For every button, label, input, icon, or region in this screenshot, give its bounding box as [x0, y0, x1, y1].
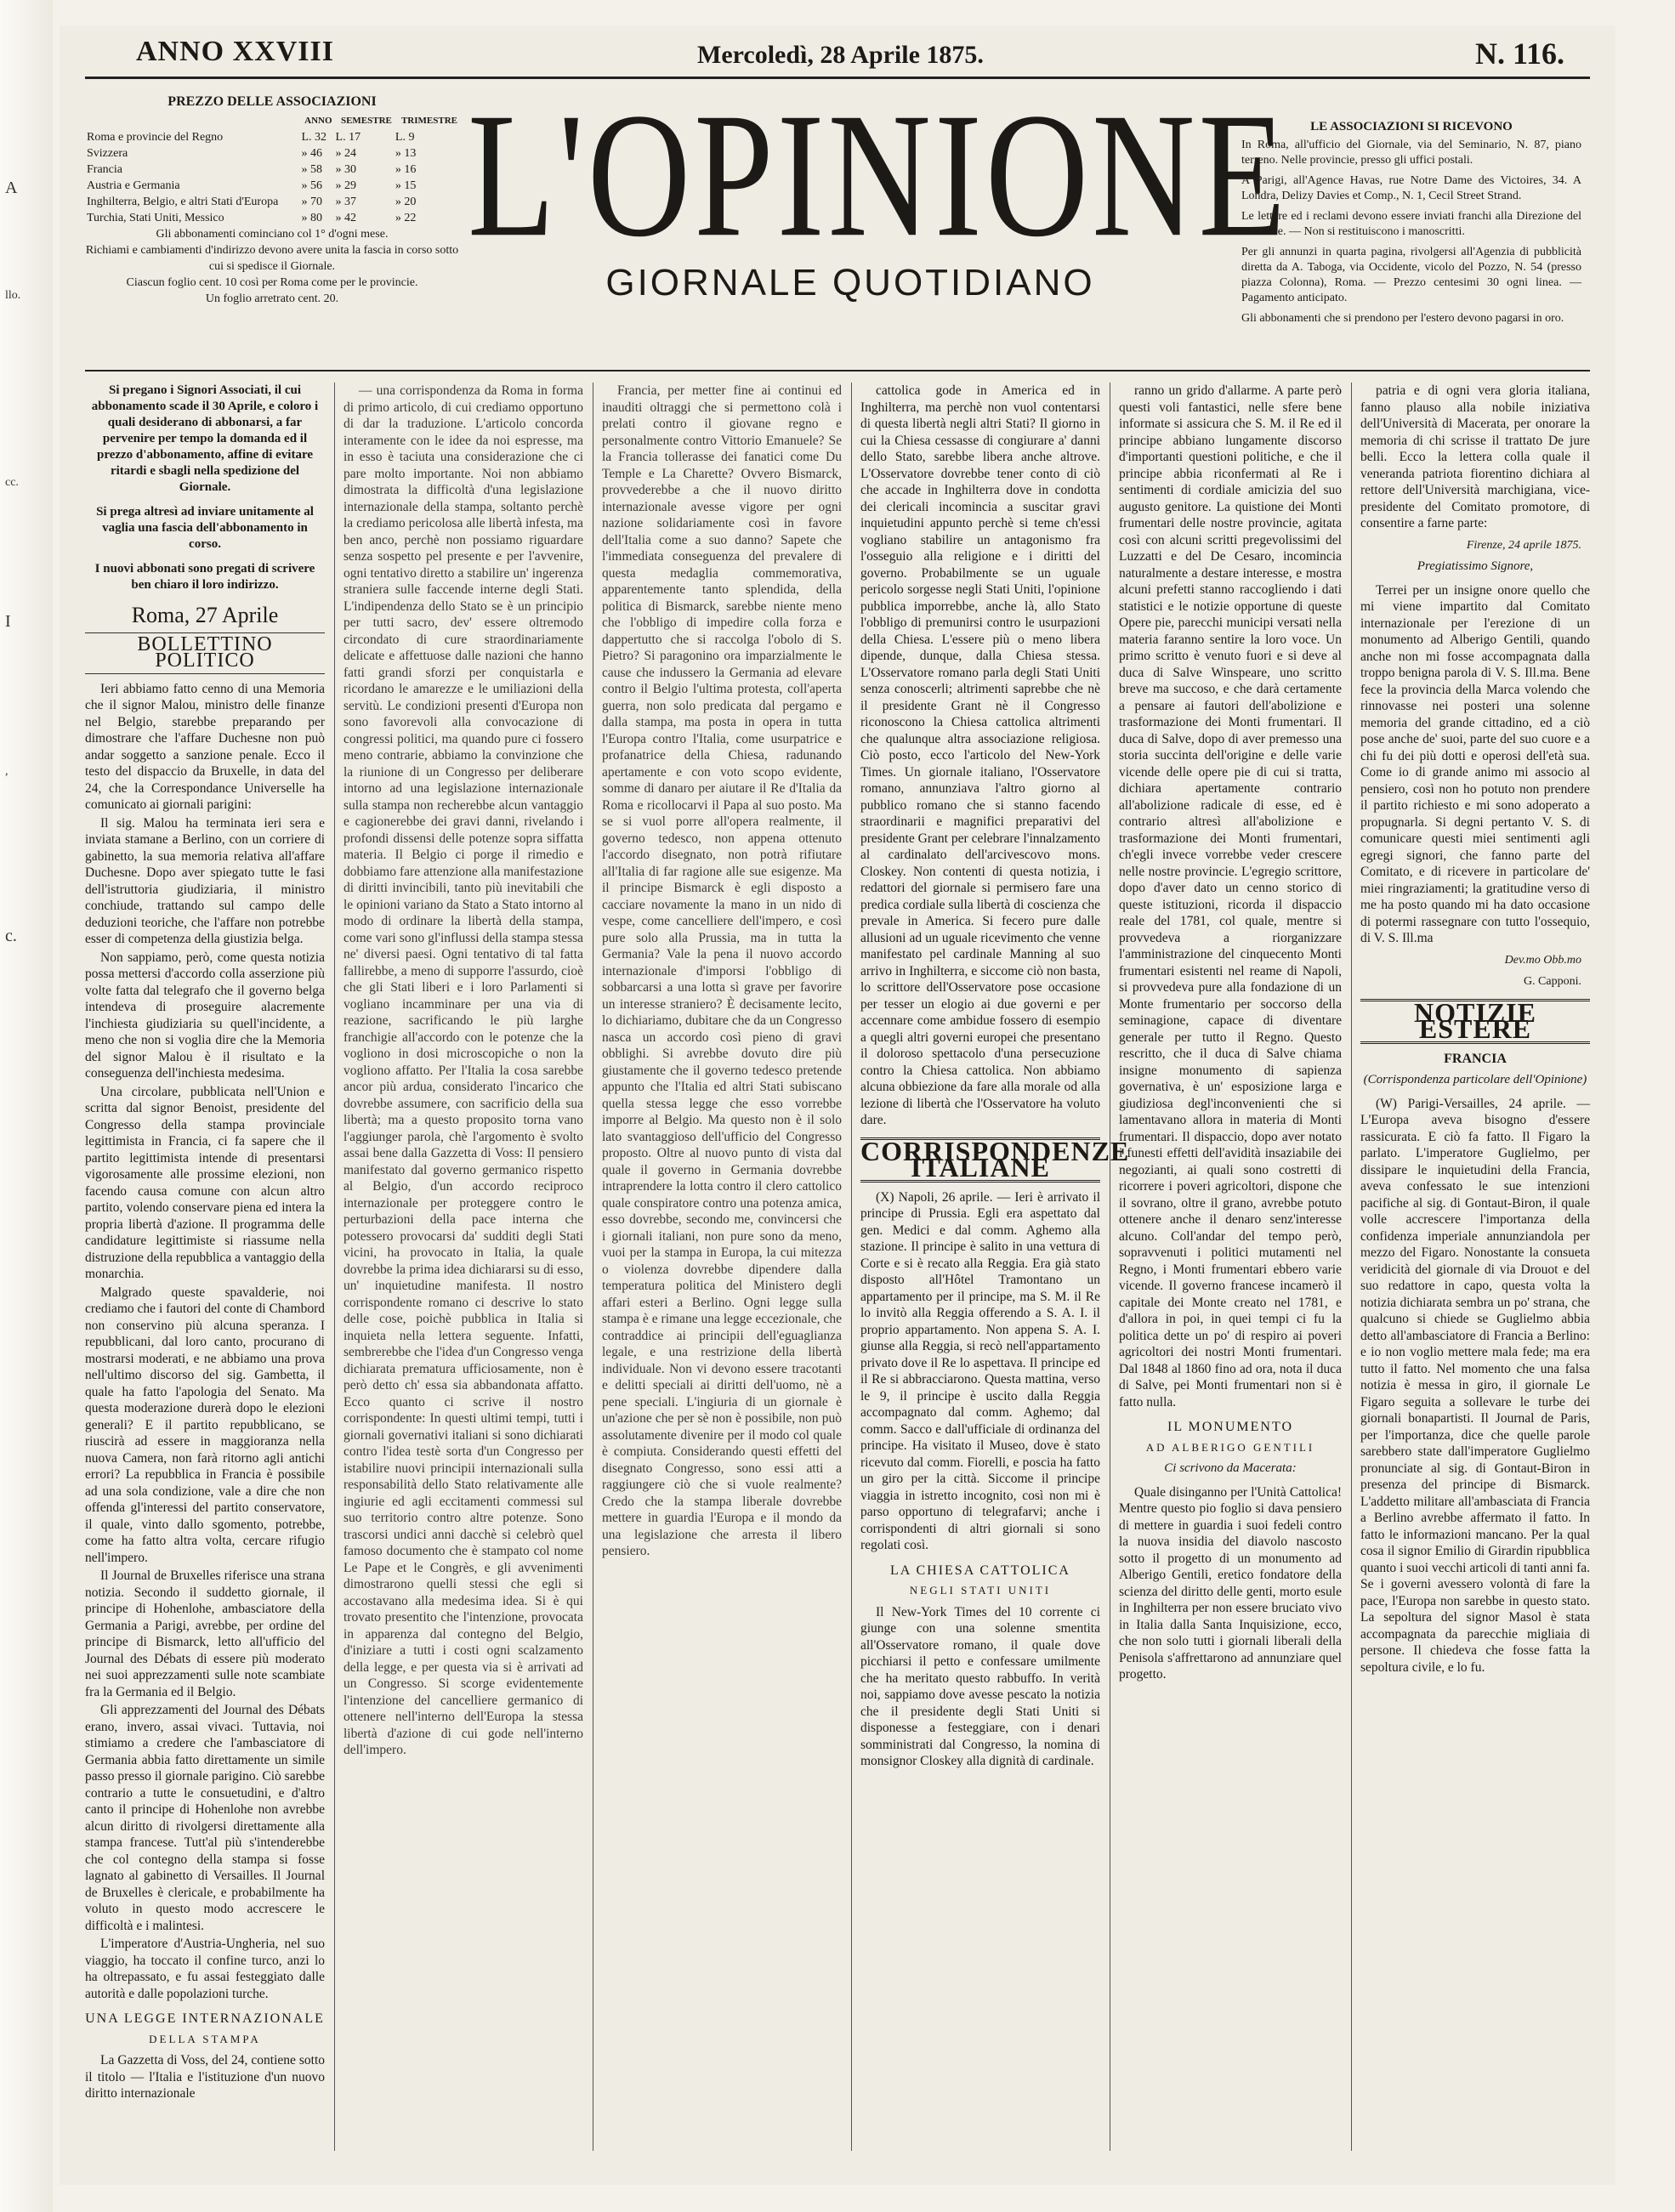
masthead-rule: [85, 370, 1590, 372]
masthead-subtitle: GIORNALE QUOTIDIANO: [605, 262, 1095, 303]
price-value: » 20: [395, 196, 417, 208]
price-value: » 70: [301, 196, 322, 208]
price-value: » 22: [395, 212, 417, 224]
edge-glyph: I: [5, 612, 11, 631]
column-6: [1360, 383, 1590, 2151]
price-row: [85, 129, 459, 145]
subscriptions-text: A Parigi, all'Agence Havas, rue Notre Dame des Victoires, 34. A Londra, Delizy Davies et Comp., N. 1, Cecil Street Strand.: [1241, 174, 1581, 202]
article-paragraph: L'imperatore d'Austria-Ungheria, nel suo viaggio, ha toccato il confine turco, anzi lo ha oltrepassato, e fu assai festeggiato dalle autorità e dalle popolazioni turche.: [85, 1937, 325, 2001]
article-subheading: NEGLI STATI UNITI: [909, 1584, 1052, 1597]
price-value: » 80: [301, 212, 322, 224]
article-paragraph: Il Journal de Bruxelles riferisce una strana notizia. Secondo il suddetto giornale, il principe di Hohenlohe, ambasciatore della Germania a Parigi, avrebbe, per ordine del principe di Bismarck, letto all'ufficio del Journal des Débats di essere più moderato nei suoi apprezzamenti sulle note scambiate fra la Germania ed il Belgio.: [85, 1568, 325, 1699]
price-table: [85, 113, 459, 226]
article-paragraph: Malgrado queste spavalderie, noi crediamo che i fautori del conte di Chambord non conservino più alcuna speranza. I repubblicani, dal loro canto, procurano di mostrarsi moderati, e ne abbiamo una prova nell'ultimo discorso del sig. Gambetta, il quale ha fatto l'apologia del Senato. Ma questa moderazione durerà dopo le elezioni generali? E il partito repubblicano, se riuscirà ad essere in maggioranza nella nuova Camera, non farà ritorno agli antichi errori? La repubblica in Francia è possibile ad una sola condizione, vale a dire che non offenda gl'interessi del partito conservatore, il quale, vinto dallo sgomento, potrebbe, come ha fatto altra volta, cercare rifugio nell'impero.: [85, 1285, 325, 1565]
price-note: Un foglio arretrato cent. 20.: [205, 292, 339, 305]
article-paragraph: cattolica gode in America ed in Inghilterra, ma perchè non vuol contentarsi di questa libertà negli altri Stati? Il giorno in cui la Chiesa cessasse di congiurare a' danni dello Stato, sarebbe libera anche altrove. L'Osservatore dovrebbe tener conto di ciò che accade in Inghilterra dove in condotta dei clericali incomincia a suscitar gravi inquietudini appunto perchè si teme ch'essi vogliano stabilire un antagonismo fra l'osseguio alla religione e i diritti del governo. Probabilmente se un uguale pericolo sorgesse negli Stati Uniti, l'opinione pubblica imporrebbe, anche là, allo Stato l'obbligo di premunirsi contro le usurpazioni della Chiesa. L'essere più o meno libera dipende, dunque, dalla Chiesa stessa. L'Osservatore romano parla degli Stati Uniti senza conoscerli; altrimenti saprebbe che nè il presidente Grant nè il Congresso riconoscono la Chiesa cattolica altrimenti che qualunque altra associazione religiosa. Ciò posto, ecco l'articolo del New-York Times. Un giornale italiano, l'Osservatore romano, annunziava l'altro giorno al pubblico romano che si stanno facendo straordinarii e magnifici preparativi del presidente Grant per celebrare l'innalzamento al cardinalato dell'arcivescovo mons. Closkey. Non contenti di questa notizia, i redattori del giornale si permisero fare una predica cordiale sulla libertà di coscienza che prevale in America. Si fecero pure dalle allusioni ad un uguale ricevimento che venne manifestato pel cardinale Manning al suo arrivo in Inghilterra, e siccome ciò non basta, lo scrittore dell'Osservatore pose occasione per tesser un elogio ai due governi e per accennare come ambidue fossero di esempio a quegli altri governi europei che presentano il doloroso spettacolo d'una persecuzione contro la Chiesa cattolica. Non abbiamo alcuna obbiezione da fare alla morale od alla lezione di libertà che l'Osservatore ha voluto dare.: [860, 383, 1100, 1127]
article-paragraph: Ieri abbiamo fatto cenno di una Memoria che il signor Malou, ministro delle finanze nel Belgio, starebbe preparando per dimostrare che l'affare Duchesne non può andar soggetto a sanzione penale. Ecco il testo del dispaccio da Bruxelle, in data del 24, che la Correspondance Universelle ha comunicato ai giornali parigini:: [85, 681, 325, 812]
columns: [85, 383, 1590, 2159]
anno-label: ANNO XXVIII: [136, 36, 334, 67]
price-note: Gli abbonamenti cominciano col 1° d'ogni mese.: [156, 228, 389, 241]
price-col-anno: ANNO: [304, 116, 332, 126]
subscriptions-text: In Roma, all'ufficio del Giornale, via del Seminario, N. 87, piano terreno. Nelle provincie, presso gli uffici postali.: [1241, 139, 1581, 167]
price-place: Svizzera: [87, 147, 128, 160]
price-box: [85, 94, 459, 307]
letter-signature: G. Capponi.: [1523, 975, 1581, 988]
subscriptions-text: Le lettere ed i reclami devono essere inviati franchi alla Direzione del Giornale. — Non si restituiscono i manoscritti.: [1241, 210, 1581, 238]
issue-number: N. 116.: [1474, 37, 1564, 71]
price-col-trimestre: TRIMESTRE: [400, 116, 457, 126]
price-value: L. 32: [301, 131, 327, 144]
article-intro: Ci scrivono da Macerata:: [1164, 1461, 1297, 1475]
price-row: [85, 194, 459, 210]
price-col-semestre: SEMESTRE: [340, 116, 392, 126]
column-rule: [334, 383, 335, 2151]
notice: Si prega altresì ad inviare unitamente al vaglia una fascia dell'abbonamento in corso.: [96, 505, 314, 551]
notice: I nuovi abbonati sono pregati di scrivere ben chiaro il loro indirizzo.: [94, 562, 315, 592]
price-row: [85, 162, 459, 178]
article-paragraph: — una corrispondenza da Roma in forma di primo articolo, di cui crediamo opportuno di dar la traduzione. L'articolo concorda interamente con le idee da noi espresse, ma in esso è taciuta una considerazione che ci pare molto importante. Noi non abbiamo dimostrata la difficoltà d'una legislazione internazionale della stampa, soltanto perchè la crediamo pericolosa alle libertà infesta, ma ben anco, perchè non possiamo riguardare senza sospetto pel presente e per l'avvenire, ogni tentativo diretto a stabilire un' ingerenza straniera sulle faccende interne degli Stati. L'indipendenza dello Stato se è un principio per tutti sacro, dev' essere oltremodo circondato di cure straordinariamente delicate e affettuose dalle nazioni che hanno fatti grandi sforzi per conquistarla e ricordano le amarezze e le umiliazioni della servitù. Le condizioni presenti d'Europa non sono favorevoli alla convocazione di congressi politici, ma quando pure ci fossero meno contrarie, abbiamo la convinzione che la riunione di un Congresso per deliberare intorno ad una legislazione internazionale sulla stampa non recherebbe alcun vantaggio e cagionerebbe dei gravi danni, rivelando i profondi dissensi delle potenze sopra siffatta materia. Il Belgio ci porge il rimedio e dobbiamo fare attenzione alla manifestazione di diritti invincibili, tanto più inevitabili che le opinioni variano da Stato a Stato intorno al modo di ordinare la libertà della stampa, come vari sono gl'influssi della stampa stessa ne' diversi paesi. Ogni tentativo di tal fatta fallirebbe, a meno di supporre l'assurdo, cioè che gli Stati liberi e i loro Parlamenti si vogliano incamminare per una via di reazione, sacrificando le più larghe franchigie all'accordo con le potenze che la vogliono in dosi microscopiche o non la vogliono affatto. Per l'Italia la cosa sarebbe ancor più ardua, considerato l'incarico che dovrebbe assumere, con sacrificio della sua libertà; ma a questo proposito torna vano l'aggiunger parola, chè l'argomento è svolto assai bene dalla Gazzetta di Voss: Il pensiero manifestato dal governo germanico rispetto al Belgio, d'un accordo reciproco internazionale per proteggere contro le perturbazioni della pace interna che potessero provocarsi da' sudditi degli Stati vicini, ha provocato in Italia, la quale dovrebbe la prima idea dichiararsi su di esso, un' inquietudine manifesta. Il nostro corrispondente romano ci descrive lo stato delle cose, poichè pubblica in Italia si inquieta nella lettera seguente. Infatti, sembrerebbe che l'idea d'un Congresso venga dichiarata prematura ufficiosamente, non è però detto ch' essa sia abbandonata affatto. Ecco quanto ci scrive il nostro corrispondente: In questi ultimi tempi, tutti i giornali governativi italiani si sono dichiarati contro l'idea testè sorta d'un Congresso per istabilire nuovi principii internazionali sulla responsabilità dello Stato relativamente alle ingiurie ed agli eccitamenti commessi sul suo territorio contro altre potenze. Sono trascorsi undici anni dacchè si celebrò quel famoso documento che è stampato col nome Le Pape et le Congrès, e gli avvenimenti dimostrarono quelli stessi che egli si accostavano alla medesima idea. Si è qui trovato presentito che l'intenzione, provocata in apparenza dal contegno del Belgio, d'iniziare a tutti i costi ogni scalzamento della legge, e per questa via si è arrivati ad un Congresso. Si scorge evidentemente l'intenzione del cancelliere germanico di ottenere nell'interno dell'Europa la stessa libertà d'azione di cui gode nell'interno dell'impero.: [344, 383, 583, 1757]
subscriptions-title: LE ASSOCIAZIONI SI RICEVONO: [1310, 120, 1513, 133]
article-subheading: DELLA STAMPA: [149, 2032, 261, 2045]
column-5: [1119, 383, 1342, 2151]
edge-glyph: ,: [5, 765, 9, 778]
section-heading: CORRISPONDENZE ITALIANE: [860, 1135, 1130, 1183]
price-columns: [85, 113, 459, 129]
price-value: » 30: [335, 163, 357, 176]
price-row: [85, 178, 459, 194]
article-paragraph: ranno un grido d'allarme. A parte però questi voli fantastici, nelle sfere bene informate si assicura che S. M. il Re ed il principe abbiano lungamente discorso d'importanti questioni politiche, e che il principe abbia riconfermati al Re i sentimenti di cordiale amicizia del suo augusto genitore. La quistione dei Monti frumentari delle nostre provincie, agitata così con alcuni scritti pregevolissimi del Luzzatti e del De Cesaro, incomincia naturalmente a destare interesse, e mostra alcuni prefetti stanno raccogliendo i dati statistici e le notizie opportune di queste Opere pie, parecchi municipi versati nella materia faranno sentire la loro voce. Un primo scritto è venuto fuori e si deve al duca di Salve Winspeare, uno scritto breve ma succoso, e che darà certamente a pensare ai fautori dell'abolizione e trasformazione dei Monti frumentari. Il duca di Salve, dopo di aver premesso una storia succinta dell'origine e delle varie vicende delle opere pie di cui si tratta, dichiara apertamente contrario all'abolizione radicale di esse, ed è contrario altresì all'abolizione e trasformazione dei Monti frumentari, ch'egli invece vorrebbe veder crescere nelle nostre provincie. L'egregio scrittore, dopo d'aver dato un cenno storico di queste istituzioni, ricorda il dispaccio reale del 1781, col quale, mentre si provvedeva a riorganizzare l'amministrazione del cinquecento Monti frumentari esistenti nel reame di Napoli, si provvedeva pure alla fondazione di un Monte frumentario per soccorso della seminagione, capace di diventare generale per tutto il Regno. Questo rescritto, che il duca di Salve chiama insigne monumento di sapienza governativa, è un' esposizione larga e giudiziosa degl'inconvenienti che si lamentavano allora in materia di Monti frumentari. Il dispaccio, dopo aver notato i funesti effetti dell'avidità insaziabile dei negozianti, ai quali sono costretti di ricorrere i poveri agricoltori, dispone che il sovrano, oltre il grano, avrebbe potuto ottenere anche il denaro senz'interesse alcuno. Coll'andar del tempo però, sopravvenuti i politici mutamenti nel Regno, i Monti frumentari ebbero varie vicende. Il governo francese incamerò il capitale dei Monte creato nel 1781, e d'allora in poi, in quei tempi ci fu la politica dette un po' di respiro ai poveri agricoltori dei nostri Monti frumentari. Dal 1848 al 1860 fino ad ora, nota il duca di Salve, pei Monti frumentari non si è fatto nulla.: [1119, 383, 1342, 1409]
edge-glyph: llo.: [5, 289, 21, 302]
page-edge: [0, 0, 53, 2212]
price-place: Francia: [87, 163, 122, 176]
price-value: L. 9: [395, 131, 415, 144]
price-value: » 29: [335, 179, 357, 192]
article-paragraph: Il New-York Times del 10 corrente ci giunge con una solenne smentita all'Osservatore romano, il quale dove picchiarsi il petto e confessare umilmente che ha meritato questo rabbuffo. In verità noi, sappiamo dove avesse pescato la notizia che il presidente degli Stati Uniti si disponesse a festeggiare, con i denari somministrati dal Congresso, la nomina di monsignor Closkey alla dignità di cardinale.: [860, 1604, 1100, 1768]
column-4: [860, 383, 1130, 2151]
column-3: [602, 383, 842, 2151]
subscriptions-text: Gli abbonamenti che si prendono per l'estero devono pagarsi in oro.: [1241, 312, 1564, 325]
price-row: [85, 145, 459, 162]
price-place: Roma e provincie del Regno: [87, 131, 224, 144]
price-title: PREZZO DELLE ASSOCIAZIONI: [168, 94, 377, 109]
article-paragraph: La Gazzetta di Voss, del 24, contiene sotto il titolo — l'Italia e l'istituzione d'un nuovo diritto internazionale: [85, 2053, 325, 2101]
notice: Si pregano i Signori Associati, il cui abbonamento scade il 30 Aprile, e coloro i quali desiderano di abbonarsi, a far pervenire per tempo la domanda ed il prezzo d'abbonamento, affine di evitare ritardi e sbagli nella spedizione del Giornale.: [91, 383, 319, 494]
edge-glyph: c.: [5, 927, 17, 945]
column-rule: [851, 383, 852, 2151]
article-paragraph: Una circolare, pubblicata nell'Union e scritta dal signor Benoist, presidente del Congresso della stampa provinciale legittimista in Francia, ci fa sapere che il partito legittimista intende di presentarsi vigorosamente alle prossime elezioni, non facendo causa comune con alcun altro partito, volendo conservare piena ed intera la propria libertà d'azione. Il programma delle candidature legittimiste si riassume nella distruzione della repubblica a vantaggio della monarchia.: [85, 1084, 325, 1281]
subscriptions-text: Per gli annunzi in quarta pagina, rivolgersi all'Agenzia di pubblicità diretta da A. Taboga, via Occidente, vicolo del Pozzo, N. 54 (presso piazza Colonna), Roma. — Prezzo centesimi 30 ogni linea. — Pagamento anticipato.: [1241, 246, 1581, 304]
subscriptions-box: [1241, 119, 1581, 332]
article-paragraph: patria e di ogni vera gloria italiana, fanno plauso alla nobile iniziativa dell'Università di Macerata, per onorare la memoria di chi scrisse il trattato De jure belli. Ecco la lettera colla quale il veneranda patriota fiorentino dichiara al rettore dell'Università marchigiana, vice-presidente del Comitato promotore, di consentire a farne parte:: [1360, 383, 1590, 530]
article-heading: LA CHIESA CATTOLICA: [890, 1563, 1070, 1578]
price-value: » 46: [301, 147, 322, 160]
article-paragraph: (X) Napoli, 26 aprile. — Ieri è arrivato il principe di Prussia. Egli era aspettato dal gen. Medici e dal comm. Aghemo alla stazione. Il principe è salito in una vettura di Corte e si è recato alla Reggia. Era già stato disposto all'Hôtel Tramontano un appartamento per il principe, ma S. M. il Re lo invitò alla Reggia offerendo a S. A. I. il proprio appartamento. Non appena S. A. I. giunse alla Reggia, si recò nell'appartamento privato dove il Re lo aspettava. Il principe ed il Re si abbracciarono. Questa mattina, verso le 9, il principe è uscito dalla Reggia accompagnato dal comm. Aghemo; dal comm. Sacco e dall'ufficiale di ordinanza del principe. Ha visitato il Museo, dove è stato ricevuto dal comm. Fiorelli, e poscia ha fatto un giro per la città. Siccome il principe viaggia in istretto incognito, così non mi è parso opportuno di telegrafarvi; anche i corrispondenti di altri giornali si sono regolati così.: [860, 1189, 1100, 1552]
price-value: » 15: [395, 179, 417, 192]
section-heading: BOLLETTINO POLITICO: [85, 632, 325, 674]
column-1: [85, 383, 325, 2151]
price-value: » 42: [335, 212, 357, 224]
price-value: L. 17: [335, 131, 361, 144]
article-paragraph: Francia, per metter fine ai continui ed inauditi oltraggi che si permettono colà i prelati contro il giovane regno e personalmente contro Vittorio Emanuele? Se la Francia tollerasse dei fanatici come Du Temple e La Charette? Ovvero Bismarck, provvederebbe a che il nuovo diritto internazionale avesse vigore per ogni nazione solidariamente così in favore dell'Italia come a suo danno? Sapete che l'immediata conseguenza del prevalere di questa medaglia commemorativa, apparentemente tanto splendida, della politica di Bismarck, sarebbe niente meno che l'obbligo di impedire colla forza e dappertutto che si raccolga l'obolo di S. Pietro? Si paragonino ora imparzialmente le cause che indussero la Germania ad elevare contro il Belgio l'ultima protesta, coll'aperta guerra, non solo predicata dal pergamo e dalla stampa, ma posta in opera in tutta l'Europa contro l'Italia, come usurpatrice e profanatrice della Chiesa, radunando apertamente e con voto scopo evidente, somme di danaro per aiutare il Re d'Italia da Roma e ricollocarvi il Papa al suo posto. Ma se si vuol porre all'opera realmente, il governo tedesco, non appena ottenuto l'accordo disegnato, non potrà rifiutare all'Italia di far ragione alle sue esigenze. Ma il principe Bismarck è egli disposto a cacciare novamente la mano in un nido di vespe, come cancelliere dell'impero, e così pure solo alla Prussia, ma in tutta la Germania? Vale la pena il nuovo accordo internazionale d'imporsi l'obbligo di sobbarcarsi a una lotta sì grave per favorire un interesse straniero? È decisamente lecito, lo dichiariamo, dubitare che da un Congresso nasca un accordo così pieno di gravi obblighi. Si avrebbe dovuto dire più giustamente che il governo tedesco pretende appunto che l'Italia ed altri Stati subiscano quella stessa legge che esso vorrebbe imporre al Belgio. Ma questo non è il solo lato svantaggioso dell'ufficio del Congresso proposto. Oltre al nuovo punto di vista dal quale il governo in Germania dovrebbe intraprendere la lotta contro il clero cattolico quale conspiratore contro una potenza amica, esso dovrebbe, secondo me, convincersi che i giornali italiani, non pure sono da meno, vuoi per la stampa in Europa, la cui mitezza o violenza dovrebbe dipendere dalla temperatura politica del Ministero degli affari esteri a Berlino. Ogni legge sulla stampa è e rimane una legge eccezionale, che contraddice ai principii dell'eguaglianza legale, e una restrizione della libertà individuale. Non vi devono essere tracotanti e delitti speciali ai diritti dell'uomo, nè a pene speciali. L'ingiuria di un giornale è un'azione che per sè non è possibile, non può assolutamente divenire per il modo col quale è compiuta. Considerando questi effetti del disegnato Congresso, sono essi atti a raggiungere ciò che si vuole realmente? Credo che la stampa liberale dovrebbe mettere in guardia l'Europa e il mondo da una legislazione che arresta il libero pensiero.: [602, 383, 842, 1558]
letter-date: Firenze, 24 aprile 1875.: [1466, 538, 1581, 552]
article-paragraph: Terrei per un insigne onore quello che mi viene impartito dal Comitato internazionale per l'erezione di un monumento ad Alberigo Gentili, quando anche non mi fosse accompagnata dalla troppo benigna parola di V. S. Ill.ma. Bene fece la provincia della Marca volendo che rinnovasse nei posteri una solenne memoria del grande cittadino, ed a ciò pose anche de' suoi, parte del suo cuore e a chi fu dei più dotti e operosi dell'età sua. Come io di grande animo mi associo al pensiero, così non ho potuto non prendere il partito richiesto e mi sono adoperato a propugnarla. Si degni pertanto V. S. di comunicare questi miei sentimenti agli egregi signori, che fanno parte del Comitato, e di ricevere in particolare de' miei ringraziamenti; la gratitudine verso di me ha posto quando mi ha dato occasione di potermi rassegnare con tutto l'ossequio, di V. S. Ill.ma: [1360, 582, 1590, 945]
article-subheading: AD ALBERIGO GENTILI: [1145, 1440, 1315, 1454]
article-heading: IL MONUMENTO: [1167, 1420, 1293, 1434]
article-paragraph: Quale disinganno per l'Unità Cattolica! Mentre questo pio foglio si dava pensiero di mettere in guardia i suoi fedeli contro la nuova insidia del diavolo nascosto sotto il progetto di un monumento ad Alberigo Gentili, eretico fondatore della scienza del diritto delle genti, morto esule in Inghilterra per non essere bruciato vivo in Italia dalla Santa Inquisizione, ecco, che non solo tutti i giornali liberali della Penisola s'affrettarono ad annunziare quel progetto.: [1119, 1484, 1342, 1682]
header-bar: [68, 36, 1607, 73]
newspaper-page: [60, 26, 1615, 2185]
letter-salutation: Pregiatissimo Signore,: [1417, 559, 1534, 573]
letter-closing: Dev.mo Obb.mo: [1504, 953, 1581, 967]
issue-date: Mercoledì, 28 Aprile 1875.: [697, 41, 984, 69]
article-paragraph: Non sappiamo, però, come questa notizia possa mettersi d'accordo colla asserzione più volte fatta dal telegrafo che il governo belga intendeva di proseguire alacremente l'inchiesta giudiziaria su quell'incidente, a meno che non si voglia dire che la Memoria del signor Malou è il risultato e la conseguenza dell'inchiesta medesima.: [85, 950, 325, 1080]
section-heading: NOTIZIE ESTERE: [1360, 999, 1590, 1044]
price-value: » 37: [335, 196, 357, 208]
price-note: Ciascun foglio cent. 10 così per Roma come per le provincie.: [126, 276, 418, 289]
correspondence-note: (Corrispondenza particolare dell'Opinione): [1363, 1073, 1587, 1086]
price-place: Inghilterra, Belgio, e altri Stati d'Europa: [87, 196, 279, 208]
price-place: Turchia, Stati Uniti, Messico: [87, 212, 224, 224]
article-paragraph: Il sig. Malou ha terminata ieri sera e inviata stamane a Berlino, con un corriere di gabinetto, la sua memoria relativa all'affare Duchesne. Dopo aver spiegato tutte le fasi dell'istruttoria giudiziaria, il ministro conchiude, trattando sul campo delle deduzioni teoriche, che l'affare non potrebbe esser di competenza della giustizia belga.: [85, 815, 325, 946]
article-heading: UNA LEGGE INTERNAZIONALE: [85, 2011, 325, 2026]
price-value: » 56: [301, 179, 322, 192]
masthead-title: L'OPINIONE: [468, 77, 1290, 275]
dateline: Roma, 27 Aprile: [131, 603, 279, 627]
column-2: [344, 383, 583, 2151]
price-value: » 13: [395, 147, 417, 160]
country-heading: FRANCIA: [1444, 1051, 1507, 1066]
price-value: » 16: [395, 163, 417, 176]
article-paragraph: (W) Parigi-Versailles, 24 aprile. — L'Europa aveva bisogno d'essere rassicurata. E ciò fa fatto. Il Figaro la parlato. L'imperatore Guglielmo, per dissipare le inquietudini della Francia, aveva confessato le sue intenzioni pacifiche al sig. di Gontaut-Biron, il quale volle accrescere l'importanza della confidenza imperiale annunziandola per mezzo del Figaro. Nonostante la consueta veridicità del giornale di via Drouot e del suo redattore in capo, questa volta la notizia dichiarata sembra un po' strana, che qualcuno si chiede se Guglielmo abbia detto all'ambasciatore di Francia a Berlino: e io non voglio mettere mala fede; ma era tutto il fatto. Nel momento che una falsa notizia è messa in giro, il giornale Le Figaro seguita a sollevare le turbe dei giornali bonapartisti. Il Journal de Paris, per l'importanza, dice che quelle parole sarebbero state dall'imperatore Guglielmo pronunciate al sig. di Gontaut-Biron in presenza del principe di Bismarck. L'addetto militare all'ambasciata di Francia a Berlino avrebbe affermato il fatto. In fatto le informazioni mancano. Per la qual cosa il signor Emilio di Girardin ripubblica quanto i suoi vecchi articoli di tanti anni fa. Se i governi avessero volontà di fare la pace, l'Europa non sarebbe in questo stato. La sepoltura del signor Masol è stata accompagnata da parecchie migliaia di persone. Il chiedeva che fosse fatta la sepoltura civile, e lo fu.: [1360, 1096, 1590, 1675]
price-value: » 58: [301, 163, 322, 176]
article-paragraph: Gli apprezzamenti del Journal des Débats erano, invero, assai vivaci. Tuttavia, noi stimiamo a credere che l'ambasciatore di Germania abbia fatto direttamente un simile passo presso il giornale parigino. Ciò sarebbe contrario a tutte le consuetudini, e d'altro canto il principe di Hohenlohe non avrebbe alcun diritto di rivolgersi direttamente alla stampa francese. Tutt'al più s'intenderebbe che col contegno della stampa si fosse lagnato al gabinetto di Versailles. Il Journal de Bruxelles è clericale, e probabilmente ha voluto in questo modo accrescere le difficoltà e i malintesi.: [85, 1703, 325, 1933]
price-place: Austria e Germania: [87, 179, 180, 192]
column-rule: [1351, 383, 1352, 2151]
price-note: Richiami e cambiamenti d'indirizzo devono avere unita la fascia in corso sotto cui si spedisce il Giornale.: [85, 244, 459, 273]
edge-glyph: cc.: [5, 476, 19, 489]
price-row: [85, 210, 459, 226]
price-value: » 24: [335, 147, 357, 160]
edge-glyph: A: [5, 179, 18, 197]
